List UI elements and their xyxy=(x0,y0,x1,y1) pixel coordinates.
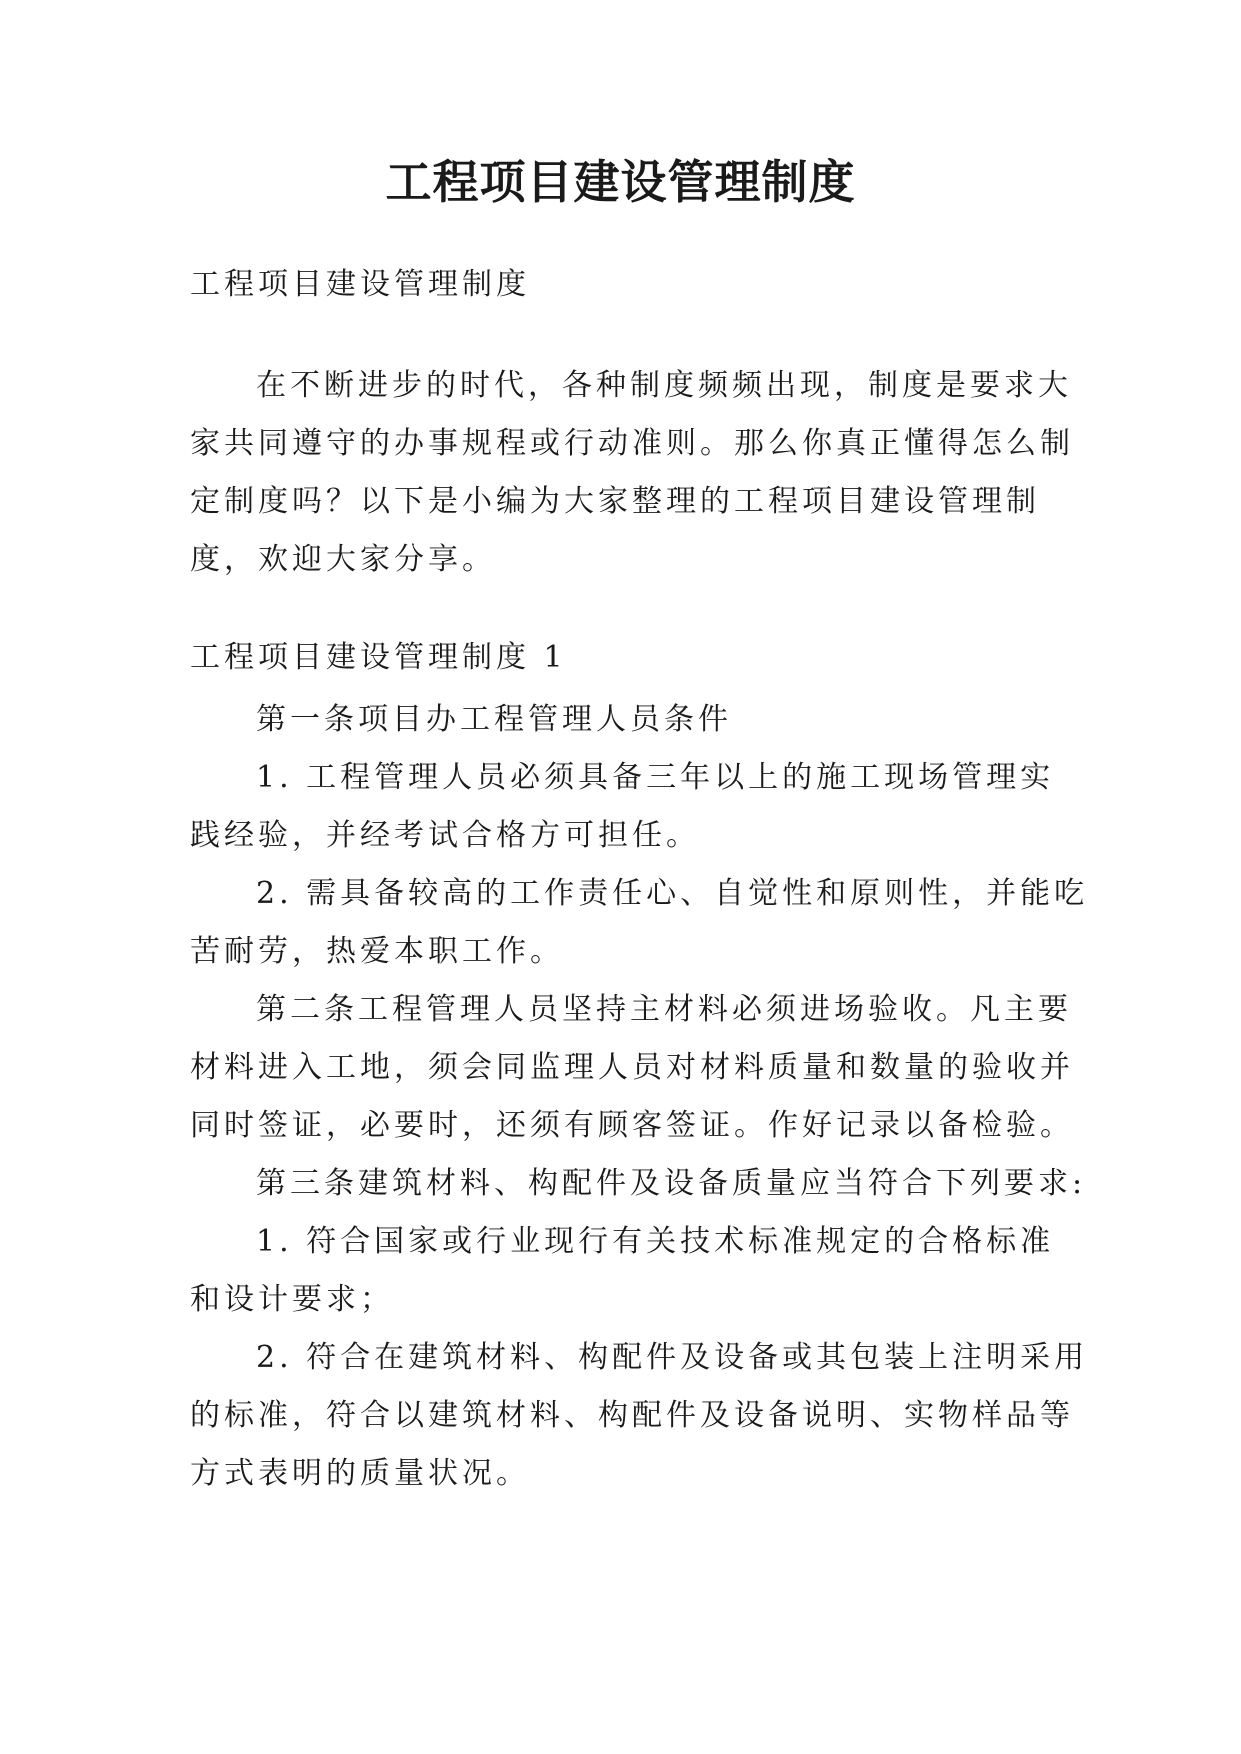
body-line: 苦耐劳，热爱本职工作。 xyxy=(190,934,564,969)
section-heading: 工程项目建设管理制度 1 xyxy=(190,640,567,675)
body-line: 方式表明的质量状况。 xyxy=(190,1456,530,1491)
body-line: 和设计要求； xyxy=(190,1282,394,1317)
intro-line: 家共同遵守的办事规程或行动准则。那么你真正懂得怎么制 xyxy=(190,426,1074,461)
body-line: 2. 符合在建筑材料、构配件及设备或其包装上注明采用 xyxy=(256,1340,1089,1375)
intro-line: 定制度吗？以下是小编为大家整理的工程项目建设管理制 xyxy=(190,484,1040,519)
body-line: 第一条项目办工程管理人员条件 xyxy=(256,702,732,737)
body-line: 的标准，符合以建筑材料、构配件及设备说明、实物样品等 xyxy=(190,1398,1074,1433)
body-line: 2. 需具备较高的工作责任心、自觉性和原则性，并能吃 xyxy=(256,876,1089,911)
body-line: 1. 符合国家或行业现行有关技术标准规定的合格标准 xyxy=(256,1224,1055,1259)
body-line: 同时签证，必要时，还须有顾客签证。作好记录以备检验。 xyxy=(190,1108,1074,1143)
document-subtitle: 工程项目建设管理制度 xyxy=(190,267,530,302)
body-line: 材料进入工地，须会同监理人员对材料质量和数量的验收并 xyxy=(190,1050,1074,1085)
body-line: 第三条建筑材料、构配件及设备质量应当符合下列要求: xyxy=(256,1166,1087,1201)
intro-line: 度，欢迎大家分享。 xyxy=(190,542,496,577)
body-line: 第二条工程管理人员坚持主材料必须进场验收。凡主要 xyxy=(256,992,1072,1027)
intro-line: 在不断进步的时代，各种制度频频出现，制度是要求大 xyxy=(256,368,1072,403)
document-title: 工程项目建设管理制度 xyxy=(385,155,856,209)
body-line: 1. 工程管理人员必须具备三年以上的施工现场管理实 xyxy=(256,760,1055,795)
body-line: 践经验，并经考试合格方可担任。 xyxy=(190,818,700,853)
